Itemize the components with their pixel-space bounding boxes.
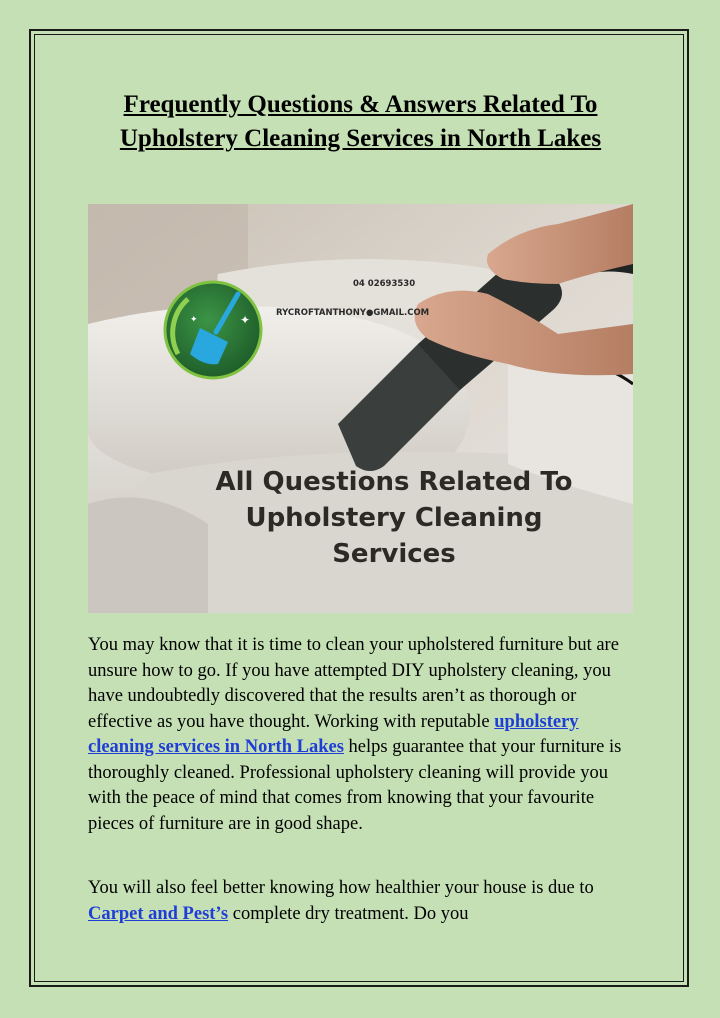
paragraph-intro-text-before: You may know that it is time to clean your upholstered furniture but are unsure how to go. If you have attempted DIY upholstery cleaning, you have undoubtedly discovered that the results aren’t as thorough or effective as you have thought. Working with reputable [88, 635, 619, 732]
paragraph-second [88, 876, 636, 927]
svg-text:✦: ✦ [240, 313, 251, 327]
hero-headline-line1: All Questions Related To [215, 467, 573, 497]
hero-image [88, 204, 633, 613]
hero-headline-line3: Services [332, 539, 456, 569]
paragraph-intro [88, 633, 636, 837]
paragraph-intro-text-after: helps guarantee that your furniture is thoroughly cleaned. Professional upholstery cleaning will provide you with the peace of mind that comes from knowing that your favourite pieces of furniture are in good shape. [88, 737, 622, 834]
hero-phone: 04 02693530 [353, 279, 416, 289]
paragraph-second-text-before: You will also feel better knowing how healthier your house is due to [88, 878, 594, 898]
paragraph-second-text-after: complete dry treatment. Do you [228, 903, 469, 924]
upholstery-cleaning-link[interactable]: upholstery cleaning services in North Lakes [88, 711, 579, 757]
company-logo [165, 282, 261, 378]
hero-headline-line2: Upholstery Cleaning [245, 503, 543, 533]
page-title: Frequently Questions & Answers Related To Upholstery Cleaning Services in North Lakes [119, 91, 602, 152]
carpet-and-pest-link[interactable]: Carpet and Pest’s [88, 903, 229, 924]
hero-email: RYCROFTANTHONY●GMAIL.COM [276, 308, 430, 318]
svg-text:✦: ✦ [190, 314, 198, 324]
